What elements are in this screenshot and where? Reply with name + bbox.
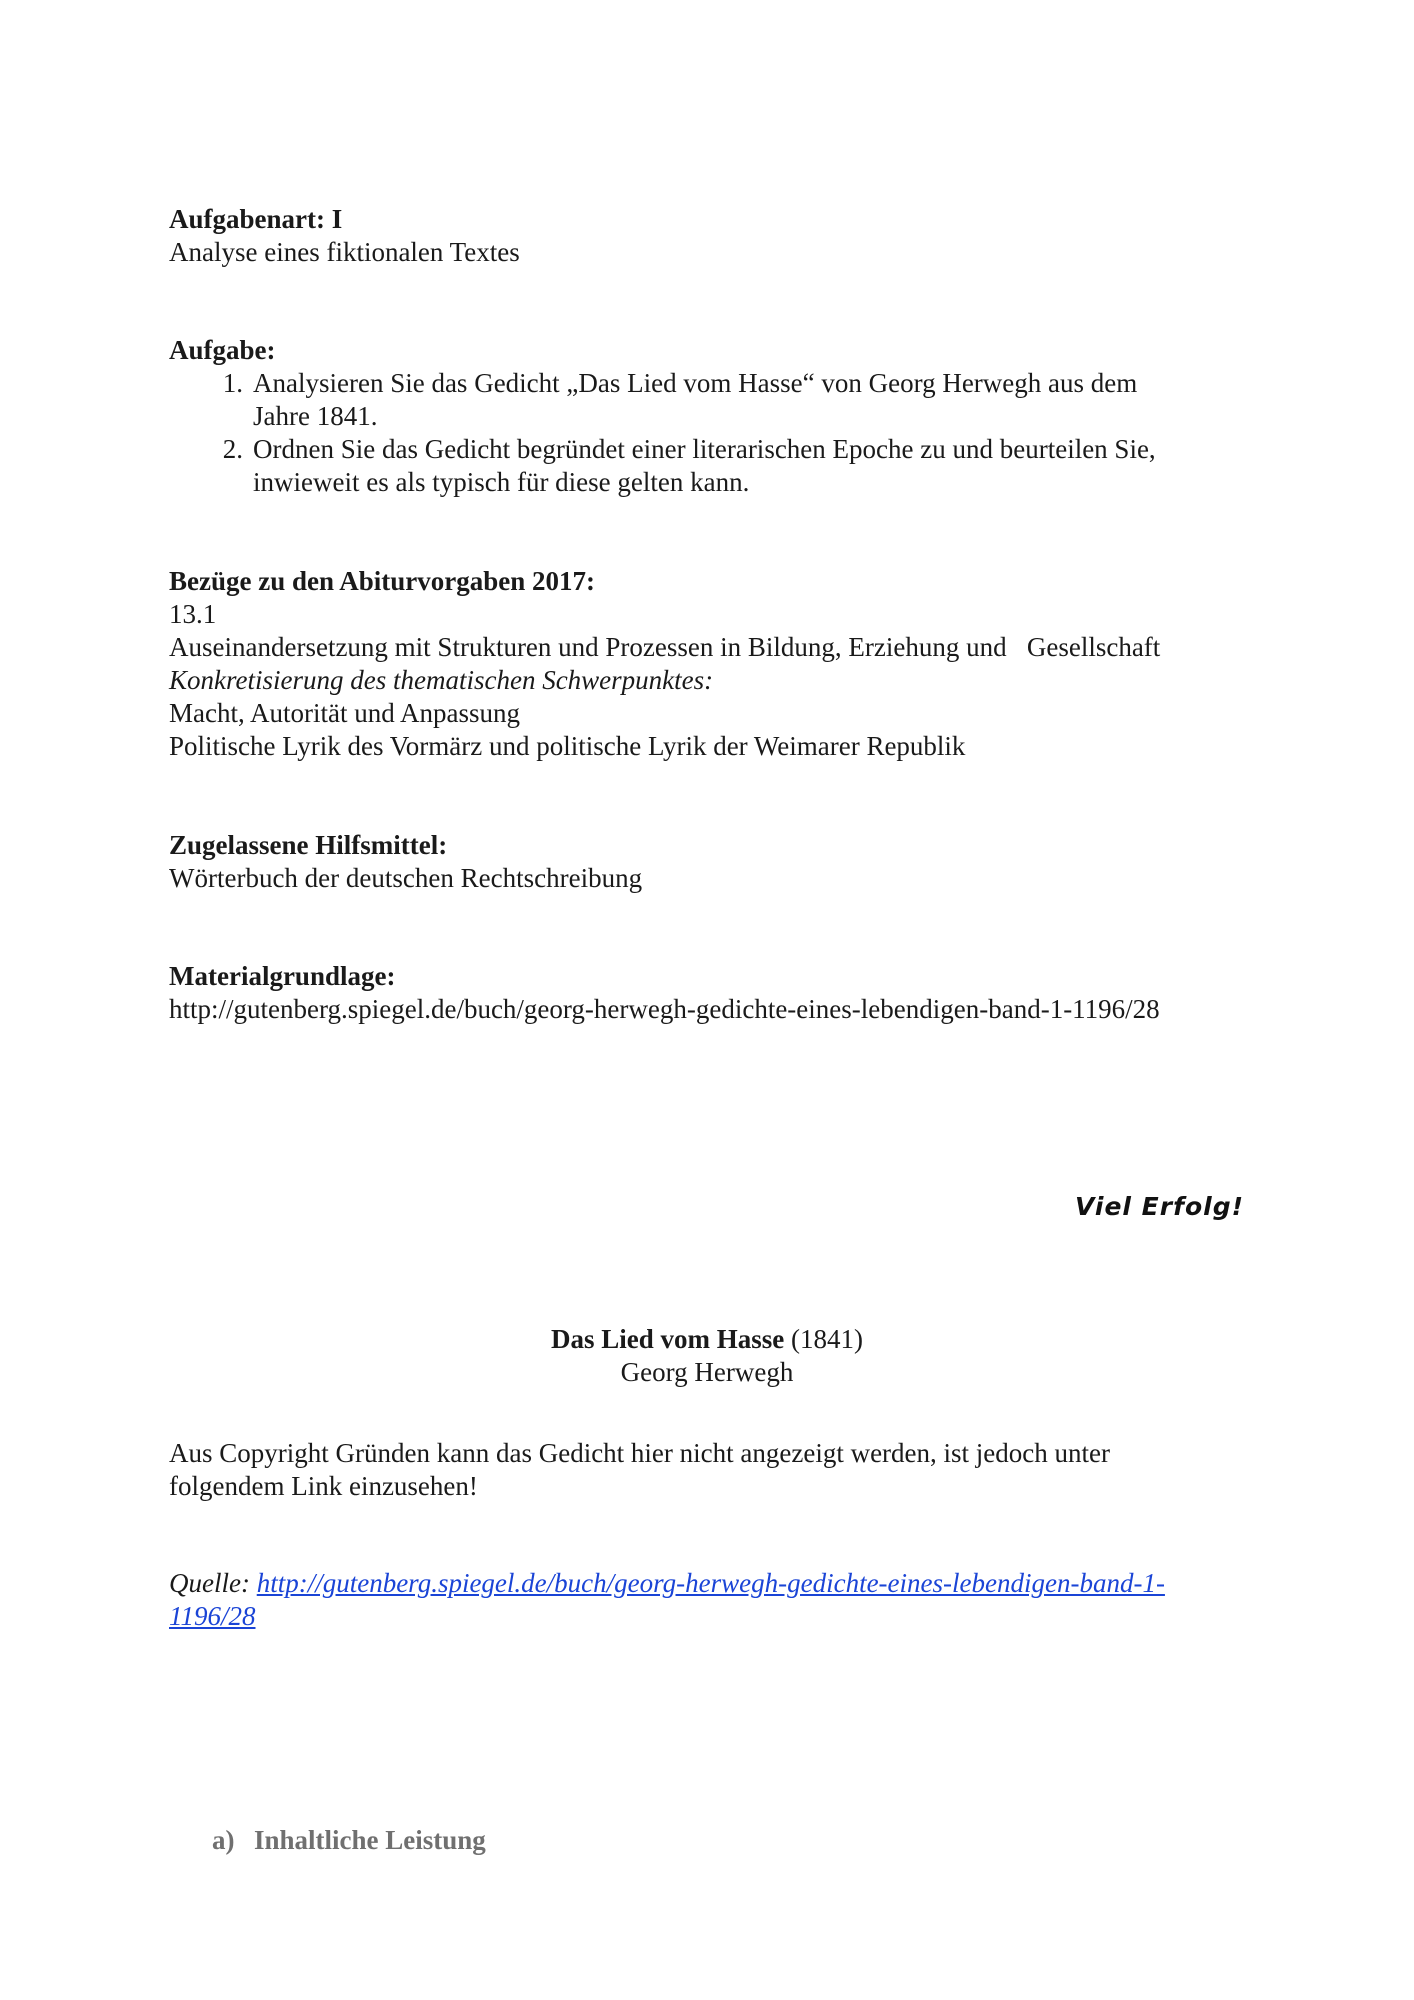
- bezuege-konkret-label: Konkretisierung des thematischen Schwerpunktes:: [169, 665, 714, 695]
- hilfsmittel-section: [169, 829, 1249, 895]
- section-marker: a): [212, 1825, 235, 1855]
- material-heading: Materialgrundlage:: [169, 961, 396, 991]
- closing-greeting: Viel Erfolg!: [1074, 1192, 1244, 1221]
- aufgabe-heading-block: [169, 334, 1249, 367]
- source-label: Quelle:: [169, 1568, 250, 1598]
- task-number: 1.: [222, 368, 243, 398]
- poem-title-line: [0, 1323, 1414, 1356]
- section-heading: [212, 1824, 486, 1857]
- source-link-continued[interactable]: 1196/28: [169, 1601, 256, 1631]
- section-title: Inhaltliche Leistung: [254, 1825, 486, 1855]
- bezuege-konkret-2: Politische Lyrik des Vormärz und politische Lyrik der Weimarer Republik: [169, 731, 966, 761]
- bezuege-topic: Auseinandersetzung mit Strukturen und Prozessen in Bildung, Erziehung und Gesellschaft: [169, 632, 1161, 662]
- task-text-line: inwieweit es als typisch für diese gelten kann.: [253, 467, 750, 497]
- material-url: http://gutenberg.spiegel.de/buch/georg-herwegh-gedichte-eines-lebendigen-band-1-1196/28: [169, 994, 1160, 1024]
- task-text: [253, 367, 1249, 433]
- poem-year: (1841): [791, 1324, 863, 1354]
- poem-author: Georg Herwegh: [620, 1357, 794, 1387]
- notice-line: Aus Copyright Gründen kann das Gedicht hier nicht angezeigt werden, ist jedoch unter: [169, 1438, 1110, 1468]
- task-text: [253, 433, 1249, 499]
- poem-author-line: [0, 1356, 1414, 1389]
- task-number: 2.: [222, 434, 243, 464]
- notice-line: folgendem Link einzusehen!: [169, 1471, 478, 1501]
- copyright-notice: [169, 1437, 1249, 1503]
- bezuege-konkret-1: Macht, Autorität und Anpassung: [169, 698, 520, 728]
- task-text-line: Analysieren Sie das Gedicht „Das Lied vom Hasse“ von Georg Herwegh aus dem: [253, 368, 1138, 398]
- source-block: [169, 1567, 1249, 1633]
- hilfsmittel-heading: Zugelassene Hilfsmittel:: [169, 830, 448, 860]
- aufgabenart-label: Aufgabenart: I: [169, 204, 343, 234]
- task-list: [169, 367, 1249, 499]
- bezuege-heading: Bezüge zu den Abiturvorgaben 2017:: [169, 566, 596, 596]
- aufgabenart-section: [169, 203, 1249, 269]
- hilfsmittel-text: Wörterbuch der deutschen Rechtschreibung: [169, 863, 643, 893]
- bezuege-number: 13.1: [169, 599, 217, 629]
- source-link[interactable]: http://gutenberg.spiegel.de/buch/georg-herwegh-gedichte-eines-lebendigen-band-1-: [256, 1568, 1165, 1598]
- task-text-line: Jahre 1841.: [253, 401, 378, 431]
- source-line: [169, 1600, 1249, 1633]
- material-section: [169, 960, 1249, 1026]
- task-item: [169, 367, 1249, 433]
- aufgabe-heading: Aufgabe:: [169, 335, 276, 365]
- bezuege-section: [169, 565, 1249, 763]
- poem-title: Das Lied vom Hasse: [551, 1324, 785, 1354]
- source-line: [169, 1567, 1249, 1600]
- task-item: [169, 433, 1249, 499]
- task-text-line: Ordnen Sie das Gedicht begründet einer literarischen Epoche zu und beurteilen Sie,: [253, 434, 1156, 464]
- aufgabenart-text: Analyse eines fiktionalen Textes: [169, 237, 520, 267]
